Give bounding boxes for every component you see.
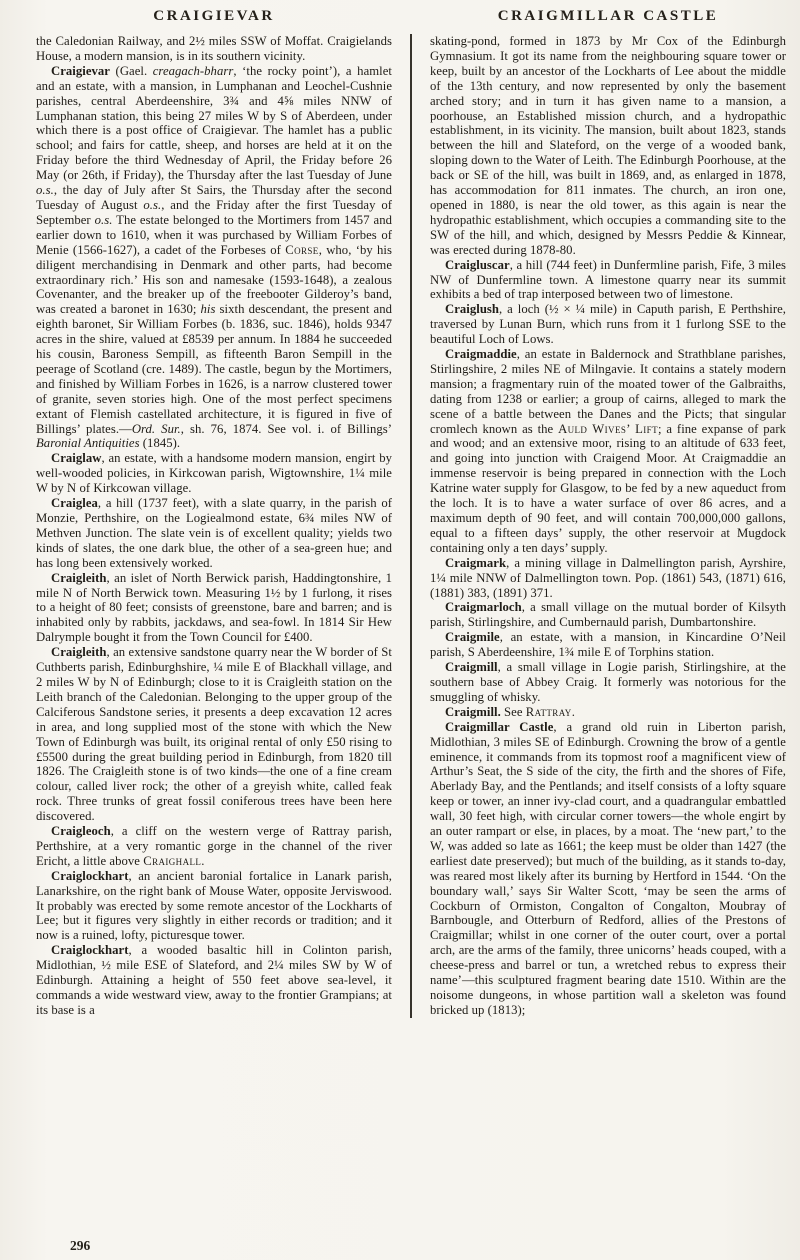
entry-craigmillar-castle: Craigmillar Castle, a grand old ruin in Liberton parish, Midlothian, 3 miles SE of Edinburgh. Crowning the brow of a gentle eminence, it commands from its topmost roof a magnificent view of Arthur’s Seat, the S side of the city, the firth and the shores of Fife, Aberlady Bay, and the Pentlands; and itself consists of a lofty square keep or tower, an inner ivy-clad court, and a quadrangular embattled wall, 30 feet high, with circular corner towers—the whole engirt by an outer rampart or else, in places, by a moat. The ‘new part,’ to the W, was added so late as 1661; the keep must be older than 1427 (the earliest date preserved); but much of the building, as it stands to-day, was reared most likely after its burning by Hertford in 1544. ‘On the boundary wall,’ says Sir Walter Scott, ‘may be seen the arms of Cockburn of Ormiston, Congalton of Congalton, Moubray of Barnbougle, and Otterburn of Redford, allies of the Prestons of Craigmillar; whilst in one corner of the outer court, over a portal arch, are the arms of the family, three unicorns’ heads couped, with a cheese-press and barrel or tun, a wretched rebus to express their name’—this sculptured fragment bearing date 1510. Within are the noisome dungeons, in whose partition wall a skeleton was found bricked up (1813); <box>430 719 786 1017</box>
entry-craiglaw: Craiglaw, an estate, with a handsome modern mansion, engirt by well-wooded policies, in Kirkcowan parish, Wigtownshire, 1¼ mile W by N of Kirkcowan village. <box>36 451 392 496</box>
entry-craigievar: Craigievar (Gael. creagach-bharr, ‘the rocky point’), a hamlet and an estate, with a mansion, in Lumphanan and Leochel-Cushnie parishes, central Aberdeenshire, 3¾ and 4⅝ miles NNW of Lumphanan station, this being 27 miles W by S of Aberdeen, under which there is a post office of Craigievar. The hamlet has a public school; and fairs for cattle, sheep, and horses are held at it on the Friday before the third Wednesday of April, the Friday before 26 May (or 26th, if Friday), the Thursday after the last Tuesday of June o.s., the day of July after St Sairs, the Thursday after the second Tuesday of August o.s., and the Friday after the first Tuesday of September o.s. The estate belonged to the Mortimers from 1457 and earlier down to 1610, when it was purchased by William Forbes of Menie (1566-1627), a cadet of the Forbeses of Corse, who, ‘by his diligent merchandising in Denmark and other parts, had become extraordinary rich.’ His son and namesake (1593-1648), a zealous Covenanter, and the breaker up of the freebooter Gilderoy’s band, was created a baronet in 1630; his sixth descendant, the present and eighth baronet, Sir William Forbes (b. 1836, suc. 1846), holds 9347 acres in the shire, valued at £8539 per annum. In 1884 he succeeded his cousin, Baroness Sempill, as fifteenth Baron Sempill in the peerage of Scotland (cre. 1489). The castle, begun by the Mortimers, and finished by William Forbes in 1626, is a narrow clustered tower of granite, seven stories high. One of the most perfect specimens extant of Flemish castellated architecture, it is figured in five of Billings’ plates.—Ord. Sur., sh. 76, 1874. See vol. i. of Billings’ Baronial Antiquities (1845). <box>36 63 393 451</box>
running-head-left: CRAIGIEVAR <box>153 8 275 24</box>
entry-craigmaddie: Craigmaddie, an estate in Baldernock and Strathblane parishes, Stirlingshire, 2 miles NE of Milngavie. It contains a stately modern mansion; a fragmentary ruin of the moated tower of the Galbraiths, dating from 1238 or earlier; a group of cairns, alleged to mark the scene of a battle between the Danes and the Picts; that singular cromlech known as the Auld Wives’ Lift; a fine expanse of park and wood; and an extensive moor, rising to an altitude of 633 feet, and going into junction with Craigend Moor. At Craigmaddie an immense reservoir is being prepared in connection with the Loch Katrine water supply for Glasgow, to be fed by a new aqueduct from the loch. It is to have a water surface of over 86 acres, and a maximum depth of 90 feet, and will contain 700,000,000 gallons, equal to a fifteen days’ supply, the other reservoir at Mugdock containing only a ten days’ supply. <box>430 347 786 555</box>
entry-craigmill-crossref: Craigmill. See Rattray. <box>445 704 575 719</box>
entry-craiglea: Craiglea, a hill (1737 feet), with a slate quarry, in the parish of Monzie, Perthshire, on the Logiealmond estate, 6¾ miles NW of Methven Junction. The slate vein is of excellent quality; yields two kinds of slates, the one dark blue, the other of a sea-green hue; and has long been extensively worked. <box>36 496 392 570</box>
entry-continuation-craiglockhart: skating-pond, formed in 1873 by Mr Cox of the Edinburgh Gymnasium. It got its name from the neighbouring square tower or keep, built by an ancestor of the Lockharts of Lee about the middle of the 13th century, and now represented by only the basement arched story; and in turn it has given name to a mansion, a poorhouse, an Established mission church, and a hydropathic establishment, in its vicinity. The mansion, built about 1823, stands between the hill and Slateford, on the verge of a wooded bank, sloping down to the Water of Leith. The Edinburgh Poorhouse, at the back or SE of the hill, was built in 1869, and, as enlarged in 1878, has accommodation for 811 inmates. The church, an iron one, opened in 1880, is near the old tower, as this again is near the hydropathic establishment, which occupies a commanding site to the SW of the hill, and which, designed by Messrs Peddie & Kinnear, was erected during 1878-80. <box>430 34 786 257</box>
entry-craigluscar: Craigluscar, a hill (744 feet) in Dunfermline parish, Fife, 3 miles NW of Dunfermline town. A limestone quarry near its summit exhibits a bed of trap interposed between two of limestone. <box>430 257 786 302</box>
entry-craigmarloch: Craigmarloch, a small village on the mutual border of Kilsyth parish, Stirlingshire, and Cumbernauld parish, Dumbartonshire. <box>430 600 786 630</box>
entry-craigleith-quarry: Craigleith, an extensive sandstone quarry near the W border of St Cuthberts parish, Edinburghshire, ¼ mile E of Blackhall village, and 2 miles W by N of Edinburgh; close to it is Craigleith station on the Leith branch of the Caledonian. Belonging to the upper group of the Calciferous Sandstone series, it presents a deep excavation 12 acres in area, and long supplied most of the stone with which the New Town of Edinburgh was built, its original rental of only £50 rising to £5500 during the great building period in Edinburgh, from 1820 till 1826. The Craigleith stone is of two kinds—the one of a fine cream colour, called liver rock; the other of a greyish white, called feak rock. Three trunks of great fossil coniferous trees have been here discovered. <box>36 645 392 824</box>
right-column <box>430 34 786 1018</box>
text-columns <box>0 25 800 1018</box>
running-head-right: CRAIGMILLAR CASTLE <box>497 8 719 24</box>
left-column <box>36 34 392 1018</box>
entry-continuation-craigielands: the Caledonian Railway, and 2½ miles SSW of Moffat. Craigielands House, a modern mansion, is in its southern vicinity. <box>36 34 392 63</box>
column-divider <box>410 34 412 1018</box>
page-number: 296 <box>70 1238 91 1253</box>
header-gap <box>392 8 430 25</box>
entry-craigmark: Craigmark, a mining village in Dalmellington parish, Ayrshire, 1¼ mile NNW of Dalmellington town. Pop. (1861) 543, (1871) 616, (1881) 383, (1891) 371. <box>430 555 786 600</box>
running-heads <box>0 0 800 25</box>
entry-craigmill-village: Craigmill, a small village in Logie parish, Stirlingshire, at the southern base of Abbey Craig. It formerly was notorious for the smuggling of whisky. <box>430 660 786 704</box>
entry-craigleoch: Craigleoch, a cliff on the western verge of Rattray parish, Perthshire, at a very romantic gorge in the channel of the river Ericht, a little above Craighall. <box>36 824 392 868</box>
entry-craigmile: Craigmile, an estate, with a mansion, in Kincardine O’Neil parish, S Aberdeenshire, 1¾ mile E of Torphins station. <box>430 630 786 660</box>
entry-craiglush: Craiglush, a loch (½ × ¼ mile) in Caputh parish, E Perthshire, traversed by Lunan Burn, which runs from it 1 furlong SSE to the beautiful Loch of Lows. <box>430 302 786 347</box>
entry-craiglockhart-fortalice: Craiglockhart, an ancient baronial fortalice in Lanark parish, Lanarkshire, on the right bank of Mouse Water, opposite Jerviswood. It probably was erected by some remote ancestor of the Lockharts of Lee; but it figures very slightly in either records or tradition; and it now is a ruined, lofty, picturesque tower. <box>36 868 392 943</box>
entry-craigleith-islet: Craigleith, an islet of North Berwick parish, Haddingtonshire, 1 mile N of North Berwick town. Measuring 1½ by 1 furlong, it rises to a height of 80 feet; consists of greenstone, bare and barren; and is inhabited only by rabbits, jackdaws, and sea-fowl. In 1814 Sir Hew Dalrymple bought it from the Town Council for £400. <box>36 570 392 645</box>
entry-craiglockhart-hill: Craiglockhart, a wooded basaltic hill in Colinton parish, Midlothian, ½ mile ESE of Slateford, and 2¼ miles SW by W of Edinburgh. Attaining a height of 550 feet above sea-level, it commands a wide westward view, away to the frontier Grampians; at its base is a <box>36 943 392 1017</box>
